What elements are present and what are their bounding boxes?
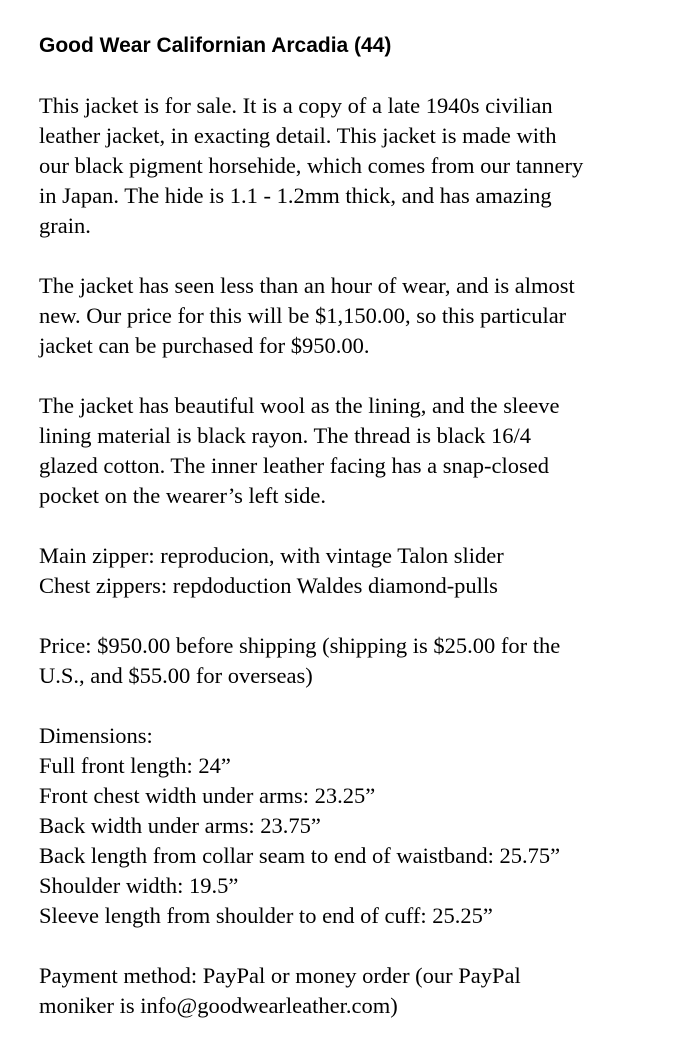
text-line: Price: $950.00 before shipping (shipping is $25.00 for the [39,633,561,658]
text-line: pocket on the wearer’s left side. [39,483,326,508]
text-line: new. Our price for this will be $1,150.00, so this particular [39,303,567,328]
text-line: glazed cotton. The inner leather facing has a snap-closed [39,453,549,478]
paragraph-price-shipping [39,631,684,691]
text-line: Full front length: 24” [39,753,231,778]
text-line: Back length from collar seam to end of waistband: 25.75” [39,843,561,868]
text-line: our black pigment horsehide, which comes from our tannery [39,153,584,178]
text-line: lining material is black rayon. The thread is black 16/4 [39,423,531,448]
text-line: The jacket has seen less than an hour of wear, and is almost [39,273,575,298]
paragraph-description [39,91,684,241]
paragraph-zippers [39,541,684,601]
text-line: Payment method: PayPal or money order (our PayPal [39,963,521,988]
text-line: Dimensions: [39,723,153,748]
text-line: moniker is info@goodwearleather.com) [39,993,398,1018]
text-line: The jacket has beautiful wool as the lining, and the sleeve [39,393,560,418]
text-line: Main zipper: reproducion, with vintage Talon slider [39,543,504,568]
text-line: leather jacket, in exacting detail. This jacket is made with [39,123,557,148]
text-line: jacket can be purchased for $950.00. [39,333,370,358]
text-line: U.S., and $55.00 for overseas) [39,663,313,688]
text-line: Sleeve length from shoulder to end of cuff: 25.25” [39,903,493,928]
text-line: Front chest width under arms: 23.25” [39,783,376,808]
document-title: Good Wear Californian Arcadia (44) [39,34,392,57]
text-line: Back width under arms: 23.75” [39,813,321,838]
text-line: Chest zippers: repdoduction Waldes diamond-pulls [39,573,498,598]
paragraph-condition-price [39,271,684,361]
text-line: Shoulder width: 19.5” [39,873,239,898]
text-line: grain. [39,213,91,238]
text-line: This jacket is for sale. It is a copy of a late 1940s civilian [39,93,553,118]
document-page [39,31,684,1051]
paragraph-lining [39,391,684,511]
document-body [39,91,684,1021]
paragraph-payment [39,961,684,1021]
paragraph-dimensions [39,721,684,931]
text-line: in Japan. The hide is 1.1 - 1.2mm thick, and has amazing [39,183,552,208]
